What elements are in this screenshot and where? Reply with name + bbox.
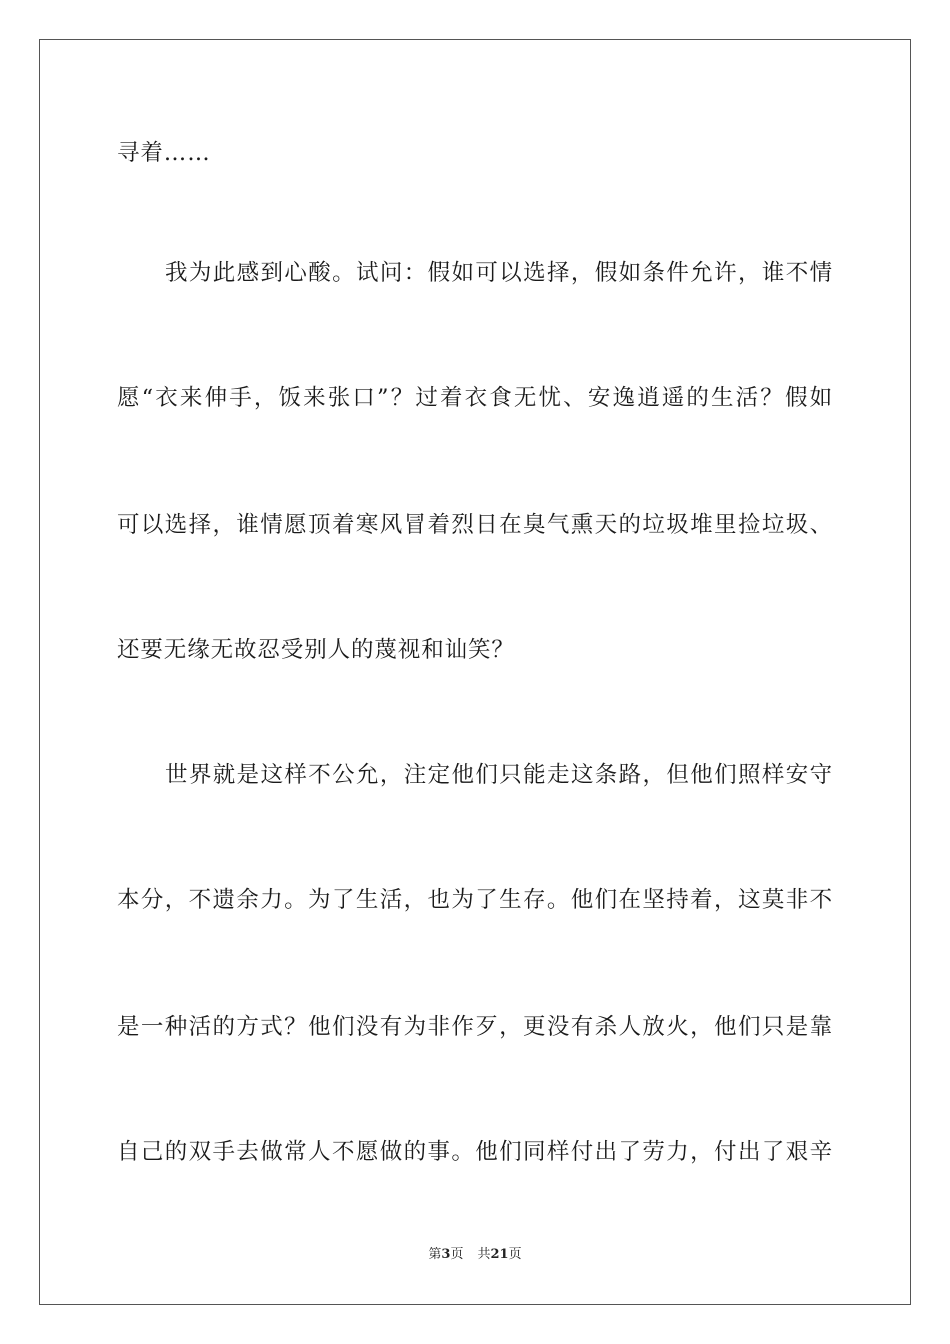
- text-line: 寻着……: [117, 140, 211, 166]
- text-line: 是一种活的方式？他们没有为非作歹，更没有杀人放火，他们只是靠: [117, 1014, 833, 1040]
- text-line: 愿“衣来伸手，饭来张口”？过着衣食无忧、安逸逍遥的生活？假如: [117, 385, 833, 411]
- text-line: 我为此感到心酸。试问：假如可以选择，假如条件允许，谁不情: [165, 260, 833, 286]
- text-line: 可以选择，谁情愿顶着寒风冒着烈日在臭气熏天的垃圾堆里捡垃圾、: [117, 512, 833, 538]
- text-line: 还要无缘无故忍受别人的蔑视和讪笑？: [117, 637, 515, 663]
- total-pages: 共21页: [477, 1247, 522, 1262]
- page-footer: [0, 1247, 950, 1263]
- text-line: 自己的双手去做常人不愿做的事。他们同样付出了劳力，付出了艰辛: [117, 1139, 833, 1165]
- page-border: [39, 39, 911, 1305]
- page-number: 第3页: [428, 1247, 464, 1262]
- text-line: 世界就是这样不公允，注定他们只能走这条路，但他们照样安守: [165, 762, 833, 788]
- text-line: 本分，不遗余力。为了生活，也为了生存。他们在坚持着，这莫非不: [117, 887, 833, 913]
